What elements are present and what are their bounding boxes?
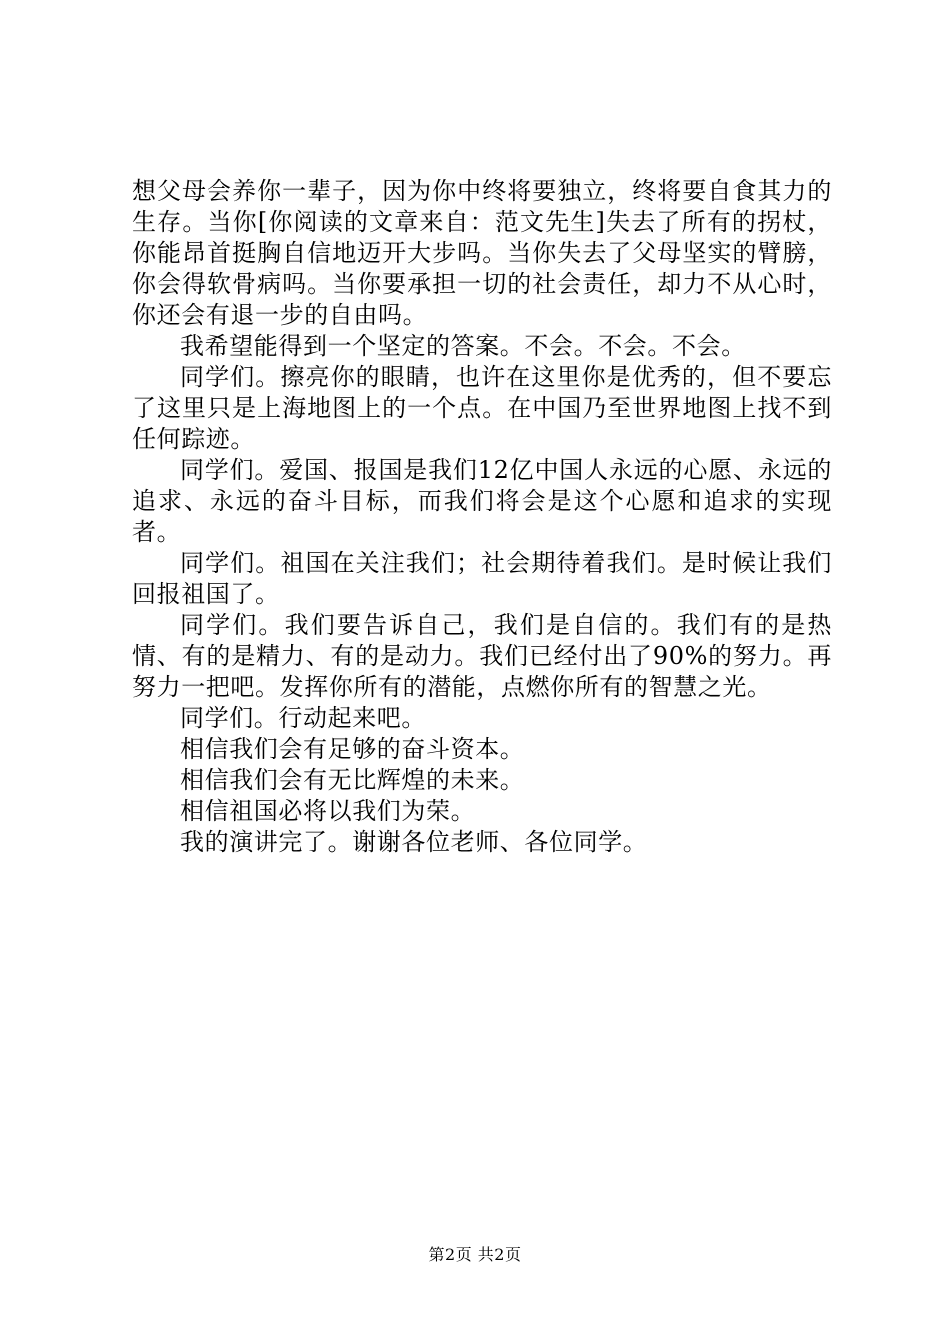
- document-body: [132, 176, 832, 858]
- paragraph: 相信我们会有无比辉煌的未来。: [180, 766, 525, 794]
- paragraph: 同学们。我们要告诉自己，我们是自信的。我们有的是热情、有的是精力、有的是动力。我们已经付出了90%的努力。再努力一把吧。发挥你所有的潜能，点燃你所有的智慧之光。: [132, 611, 832, 701]
- page-number-footer: 第2页 共2页: [428, 1245, 522, 1264]
- paragraph: 相信祖国必将以我们为荣。: [180, 797, 476, 825]
- paragraph-continuation: 想父母会养你一辈子，因为你中终将要独立，终将要自食其力的生存。当你[你阅读的文章来自：范文先生]失去了所有的拐杖，你能昂首挺胸自信地迈开大步吗。当你失去了父母坚实的臂膀，你会得软骨病吗。当你要承担一切的社会责任，却力不从心时，你还会有退一步的自由吗。: [132, 177, 832, 329]
- paragraph: 同学们。行动起来吧。: [180, 704, 426, 732]
- paragraph: 同学们。祖国在关注我们；社会期待着我们。是时候让我们回报祖国了。: [132, 549, 832, 608]
- paragraph: 我的演讲完了。谢谢各位老师、各位同学。: [180, 828, 648, 856]
- paragraph: 相信我们会有足够的奋斗资本。: [180, 735, 525, 763]
- paragraph: 同学们。爱国、报国是我们12亿中国人永远的心愿、永远的追求、永远的奋斗目标，而我们将会是这个心愿和追求的实现者。: [132, 456, 832, 546]
- paragraph: 我希望能得到一个坚定的答案。不会。不会。不会。: [180, 332, 746, 360]
- paragraph: 同学们。擦亮你的眼睛，也许在这里你是优秀的，但不要忘了这里只是上海地图上的一个点。在中国乃至世界地图上找不到任何踪迹。: [132, 363, 832, 453]
